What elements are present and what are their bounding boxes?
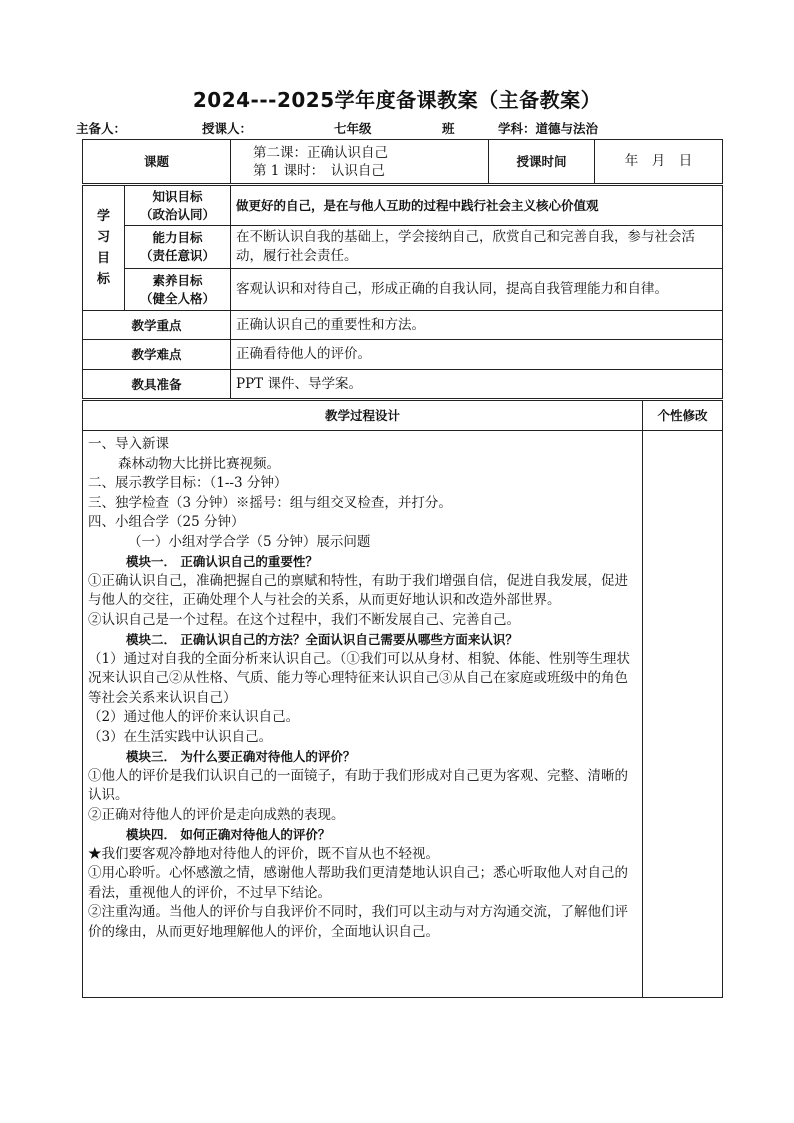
process-line: ②注重沟通。当他人的评价与自我评价不同时，我们可以主动与对方沟通交流，了解他们评价的缘由，从而更好地理解他人的评价，全面地认识自己。: [88, 904, 628, 940]
focus-label: 教学重点: [83, 311, 231, 340]
process-line: ①用心聆听。心怀感激之情，感谢他人帮助我们更清楚地认识自己；悉心听取他人对自己的看法，重视他人的评价，不过早下结论。: [88, 865, 628, 901]
module-heading: 模块三． 为什么要正确对待他人的评价？: [126, 749, 356, 764]
process-line: （一）小组对学合学（5 分钟）展示问题: [128, 533, 371, 550]
difficulty-label: 教学难点: [83, 340, 231, 370]
process-content: [83, 431, 643, 998]
class-label: 班: [442, 121, 455, 136]
process-line: ②正确对待他人的评价是走向成熟的表现。: [88, 806, 345, 823]
process-line: ②认识自己是一个过程。在这个过程中，我们不断发展自己、完善自己。: [88, 611, 520, 628]
process-line: （2）通过他人的评价来认识自己。: [88, 709, 300, 725]
process-line: ★我们要客观冷静地对待他人的评价，既不盲从也不轻视。: [88, 845, 439, 862]
process-line: ①他人的评价是我们认识自己的一面镜子，有助于我们形成对自己更为客观、完整、清晰的认识。: [88, 767, 628, 803]
teacher-label: 授课人：: [202, 121, 253, 136]
module-heading: 模块一． 正确认识自己的重要性？: [126, 554, 318, 569]
preparer-label: 主备人：: [76, 121, 127, 136]
process-line: 二、展示教学目标：（1--3 分钟）: [88, 475, 288, 491]
goals-side-label: 学 习 目 标: [83, 185, 125, 311]
grade-label: 七年级: [334, 121, 372, 136]
date-value: 年 月 日: [595, 140, 723, 185]
process-line: 森林动物大比拼比赛视频。: [118, 455, 280, 472]
module-heading: 模块四． 如何正确对待他人的评价？: [126, 827, 331, 842]
focus-text: 正确认识自己的重要性和方法。: [231, 311, 723, 340]
tools-label: 教具准备: [83, 370, 231, 400]
knowledge-goal-label: 知识目标 （政治认同）: [125, 185, 231, 226]
knowledge-goal-text: 做更好的自己，是在与他人互助的过程中践行社会主义核心价值观: [231, 185, 723, 226]
ability-goal-text: 在不断认识自我的基础上，学会接纳自己，欣赏自己和完善自我，参与社会活动，履行社会责任。: [231, 226, 723, 269]
edit-label: 个性修改: [643, 400, 723, 431]
literacy-goal-label: 素养目标 （健全人格）: [125, 269, 231, 311]
topic-line-2: 第 1 课时： 认识自己: [253, 162, 385, 179]
process-line: （1）通过对自我的全面分析来认识自己。（①我们可以从身材、相貌、体能、性别等生理状况来认识自己②从性格、气质、能力等心理特征来认识自己③从自己在家庭或班级中的角色等社会关系来认识自己）: [88, 650, 630, 706]
process-line: （3）在生活实践中认识自己。: [88, 728, 273, 745]
topic-label: 课题: [83, 140, 231, 185]
meta-row: [76, 119, 736, 137]
literacy-goal-text: 客观认识和对待自己，形成正确的自我认同，提高自我管理能力和自律。: [231, 269, 723, 311]
edit-column: [643, 431, 723, 998]
process-line: ①正确认识自己，准确把握自己的禀赋和特性，有助于我们增强自信，促进自我发展，促进与他人的交往，正确处理个人与社会的关系，从而更好地认识和改造外部世界。: [88, 572, 628, 608]
process-line: 一、导入新课: [88, 436, 169, 452]
process-label: 教学过程设计: [83, 400, 643, 431]
ability-goal-label: 能力目标 （责任意识）: [125, 226, 231, 269]
page-title: 2024---2025学年度备课教案（主备教案）: [192, 88, 602, 112]
topic-line-1: 第二课：正确认识自己: [253, 144, 389, 161]
lesson-plan-table: [82, 139, 723, 998]
tools-text: PPT 课件、导学案。: [231, 370, 723, 400]
subject-label: 学科：道德与法治: [498, 121, 599, 136]
time-label: 授课时间: [489, 140, 595, 185]
module-heading: 模块二． 正确认识自己的方法？全面认识自己需要从哪些方面来认识？: [126, 632, 518, 647]
process-line: 三、独学检查（3 分钟）※摇号：组与组交叉检查，并打分。: [88, 494, 452, 511]
difficulty-text: 正确看待他人的评价。: [231, 340, 723, 370]
topic-cell: [231, 140, 489, 185]
process-line: 四、小组合学（25 分钟）: [88, 514, 245, 530]
